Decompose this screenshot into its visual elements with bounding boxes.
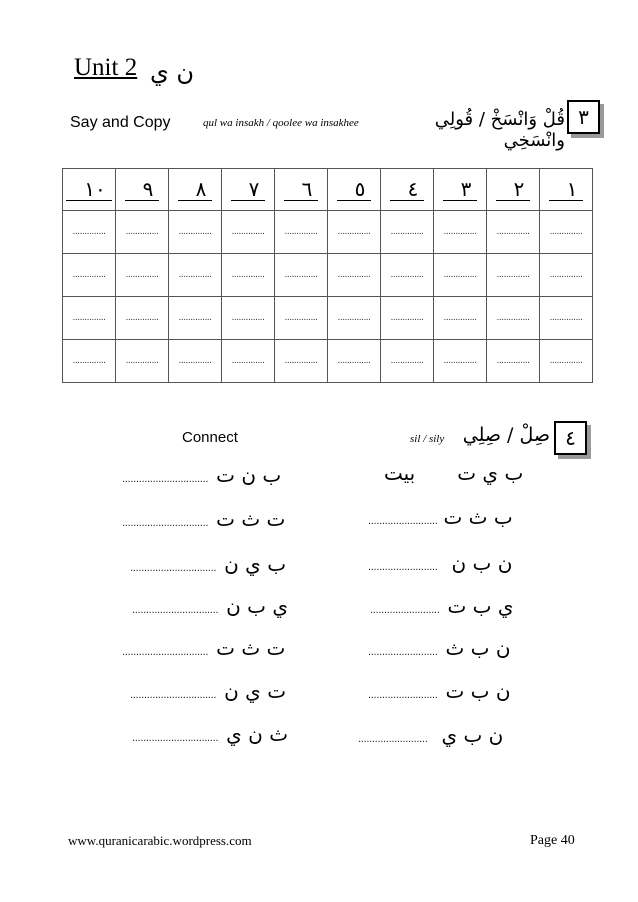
copy-blank-cell[interactable]: ..............: [116, 211, 169, 254]
copy-blank-cell[interactable]: ..............: [63, 340, 116, 383]
arabic-numeral: ١٠: [66, 178, 111, 201]
number-copy-table: [62, 168, 593, 383]
arabic-numeral: ٤: [390, 178, 425, 201]
copy-blank-cell[interactable]: ..............: [116, 297, 169, 340]
arabic-numeral: ٥: [337, 178, 372, 201]
copy-blank-cell[interactable]: ..............: [381, 340, 434, 383]
connect-right-letters: ب ي ت: [457, 461, 524, 485]
number-cell: [540, 169, 593, 211]
unit-title: Unit 2: [74, 54, 138, 81]
connect-left-dots[interactable]: ...............................: [130, 563, 217, 574]
number-header-row: [63, 169, 593, 211]
connect-left-item-3: [130, 552, 286, 576]
exercise-3-arabic-instruction: قُلْ وَانْسَخْ / قُولِي وانْسَخِي: [434, 109, 565, 151]
copy-blank-cell[interactable]: ..............: [116, 254, 169, 297]
connect-left-dots[interactable]: ...............................: [132, 605, 219, 616]
unit-letters: ن ي: [150, 58, 195, 86]
copy-blank-cell[interactable]: ..............: [487, 211, 540, 254]
copy-blank-cell[interactable]: ..............: [540, 211, 593, 254]
connect-left-letters: ت ث ت: [216, 507, 286, 531]
copy-row: [63, 340, 593, 383]
connect-left-letters: ب ن ت: [216, 463, 282, 487]
number-cell: [116, 169, 169, 211]
copy-blank-cell[interactable]: ..............: [540, 340, 593, 383]
copy-blank-cell[interactable]: ..............: [275, 211, 328, 254]
copy-blank-cell[interactable]: ..............: [540, 254, 593, 297]
copy-blank-cell[interactable]: ..............: [487, 340, 540, 383]
arabic-numeral: ٩: [125, 178, 160, 201]
connect-left-letters: ث ن ي: [226, 722, 289, 746]
connect-left-dots[interactable]: ...............................: [132, 733, 219, 744]
copy-blank-cell[interactable]: ..............: [222, 211, 275, 254]
copy-blank-cell[interactable]: ..............: [169, 297, 222, 340]
number-cell: [222, 169, 275, 211]
number-cell: [328, 169, 381, 211]
copy-blank-cell[interactable]: ..............: [222, 297, 275, 340]
connect-right-item-3: [368, 551, 512, 575]
connect-right-letters: ن ب ث: [445, 636, 511, 660]
connect-right-letters: ن ب ي: [441, 723, 504, 747]
arabic-numeral: ٧: [231, 178, 266, 201]
copy-blank-cell[interactable]: ..............: [328, 340, 381, 383]
connect-left-item-6: [130, 679, 286, 703]
copy-blank-cell[interactable]: ..............: [275, 297, 328, 340]
connect-left-dots[interactable]: ...............................: [122, 474, 209, 485]
connect-left-dots[interactable]: ...............................: [122, 647, 209, 658]
copy-blank-cell[interactable]: ..............: [275, 254, 328, 297]
copy-blank-cell[interactable]: ..............: [169, 340, 222, 383]
connect-left-item-7: [132, 722, 288, 746]
connect-left-letters: ي ب ن: [226, 594, 289, 618]
copy-blank-cell[interactable]: ..............: [328, 254, 381, 297]
exercise-3-number: ٣: [578, 105, 589, 129]
connect-right-dots[interactable]: .........................: [358, 734, 428, 745]
copy-blank-cell[interactable]: ..............: [434, 297, 487, 340]
connect-right-letters: ن ب ن: [451, 551, 513, 575]
footer-url[interactable]: www.quranicarabic.wordpress.com: [68, 833, 252, 848]
copy-blank-cell[interactable]: ..............: [169, 254, 222, 297]
connect-right-answer: بيت: [384, 461, 416, 485]
number-cell: [63, 169, 116, 211]
copy-row: [63, 254, 593, 297]
arabic-numeral: ٢: [496, 178, 531, 201]
copy-blank-cell[interactable]: ..............: [222, 254, 275, 297]
copy-blank-cell[interactable]: ..............: [381, 211, 434, 254]
arabic-numeral: ٦: [284, 178, 319, 201]
page-number: Page 40: [530, 833, 575, 848]
exercise-3-english-instruction: Say and Copy: [70, 114, 171, 131]
arabic-numeral: ٣: [443, 178, 478, 201]
copy-blank-cell[interactable]: ..............: [222, 340, 275, 383]
exercise-4-english-instruction: Connect: [182, 429, 238, 446]
copy-blank-cell[interactable]: ..............: [63, 211, 116, 254]
exercise-4-arabic-instruction: صِلْ / صِلِي: [462, 424, 550, 446]
connect-right-item-6: [368, 679, 511, 703]
connect-right-dots[interactable]: .........................: [368, 562, 438, 573]
connect-right-letters: ن ب ت: [445, 679, 511, 703]
connect-left-item-4: [132, 594, 288, 618]
exercise-3-number-box: [567, 100, 600, 134]
connect-right-item-7: [358, 723, 503, 747]
arabic-numeral: ١: [549, 178, 584, 201]
copy-blank-cell[interactable]: ..............: [434, 211, 487, 254]
copy-blank-cell[interactable]: ..............: [116, 340, 169, 383]
copy-blank-cell[interactable]: ..............: [434, 254, 487, 297]
number-cell: [381, 169, 434, 211]
copy-blank-cell[interactable]: ..............: [328, 211, 381, 254]
connect-right-dots[interactable]: .........................: [368, 516, 438, 527]
copy-blank-cell[interactable]: ..............: [169, 211, 222, 254]
copy-blank-cell[interactable]: ..............: [328, 297, 381, 340]
connect-right-letters: ب ث ت: [443, 505, 513, 529]
copy-blank-cell[interactable]: ..............: [63, 254, 116, 297]
copy-blank-cell[interactable]: ..............: [540, 297, 593, 340]
copy-blank-cell[interactable]: ..............: [487, 254, 540, 297]
exercise-4-number: ٤: [565, 426, 576, 450]
exercise-4-transliteration: sil / sily: [410, 433, 445, 445]
connect-left-letters: ت ي ن: [224, 679, 287, 703]
copy-blank-cell[interactable]: ..............: [63, 297, 116, 340]
connect-right-item-1: [384, 461, 523, 485]
connect-left-item-5: [122, 636, 285, 660]
copy-blank-cell[interactable]: ..............: [275, 340, 328, 383]
number-cell: [487, 169, 540, 211]
connect-right-dots[interactable]: .........................: [370, 605, 440, 616]
number-cell: [275, 169, 328, 211]
connect-left-dots[interactable]: ...............................: [130, 690, 217, 701]
exercise-3-transliteration: qul wa insakh / qoolee wa insakhee: [203, 117, 359, 129]
arabic-numeral: ٨: [178, 178, 213, 201]
connect-left-letters: ت ث ت: [216, 636, 286, 660]
copy-row: [63, 297, 593, 340]
copy-blank-cell[interactable]: ..............: [381, 297, 434, 340]
connect-left-dots[interactable]: ...............................: [122, 518, 209, 529]
number-cell: [434, 169, 487, 211]
connect-left-item-1: [122, 463, 281, 487]
connect-right-item-2: [368, 505, 513, 529]
connect-right-item-4: [370, 594, 514, 618]
copy-row: [63, 211, 593, 254]
connect-right-dots[interactable]: .........................: [368, 690, 438, 701]
exercise-4-number-box: [554, 421, 587, 455]
connect-right-letters: ي ب ت: [447, 594, 514, 618]
connect-right-item-5: [368, 636, 511, 660]
connect-right-dots[interactable]: .........................: [368, 647, 438, 658]
copy-blank-cell[interactable]: ..............: [381, 254, 434, 297]
number-cell: [169, 169, 222, 211]
connect-left-item-2: [122, 507, 285, 531]
copy-blank-cell[interactable]: ..............: [487, 297, 540, 340]
connect-left-letters: ب ي ن: [224, 552, 287, 576]
copy-blank-cell[interactable]: ..............: [434, 340, 487, 383]
